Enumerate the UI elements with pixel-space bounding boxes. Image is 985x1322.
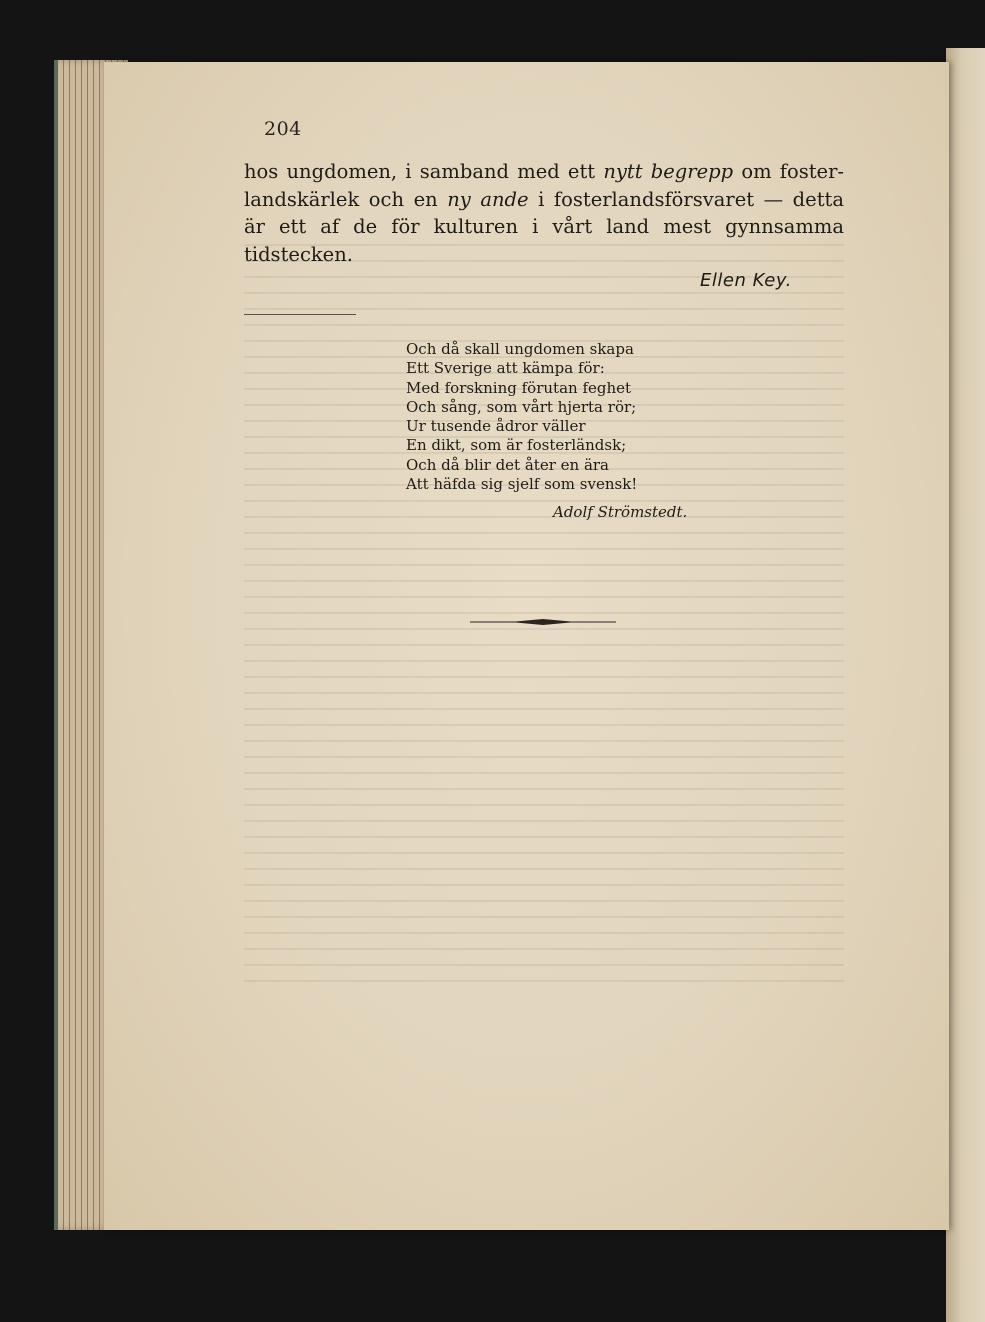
poem-line: Och då skall ungdomen skapa [406,340,634,358]
prose-text: i fosterlandsförsvaret — detta [538,187,844,211]
poem-line: En dikt, som är fosterländsk; [406,436,627,455]
adjacent-page-edge [946,48,985,1322]
page-number: 204 [264,118,302,140]
poem-stanza [406,340,637,494]
prose-emphasis: ny ande [447,187,529,211]
prose-text: hos ungdomen, i samband med ett [244,160,596,183]
section-rule [244,314,356,315]
poem-line: Att häfda sig sjelf som svensk! [406,475,638,494]
poem-line: Och då blir det åter en ära [406,455,609,474]
poem-line: Med forskning förutan feghet [406,378,632,397]
prose-line [244,158,844,186]
prose-emphasis: nytt begrepp [603,160,734,183]
prose-paragraph [244,158,844,268]
poet-signature: Adolf Strömstedt. [553,503,688,521]
prose-line: är ett af de för kulturen i vårt land mest gynnsamma [244,215,844,238]
author-signature: Ellen Key. [700,270,792,291]
ornamental-rule [470,617,616,627]
prose-text: om foster- [741,160,845,183]
prose-text: landskärlek och en [244,187,438,211]
prose-line: tidstecken. [244,242,353,266]
poem-line: Ett Sverige att kämpa för: [406,359,605,378]
poem-line: Och sång, som vårt hjerta rör; [406,397,637,416]
poem-line: Ur tusende ådror väller [406,417,586,436]
prose-line [244,186,844,214]
